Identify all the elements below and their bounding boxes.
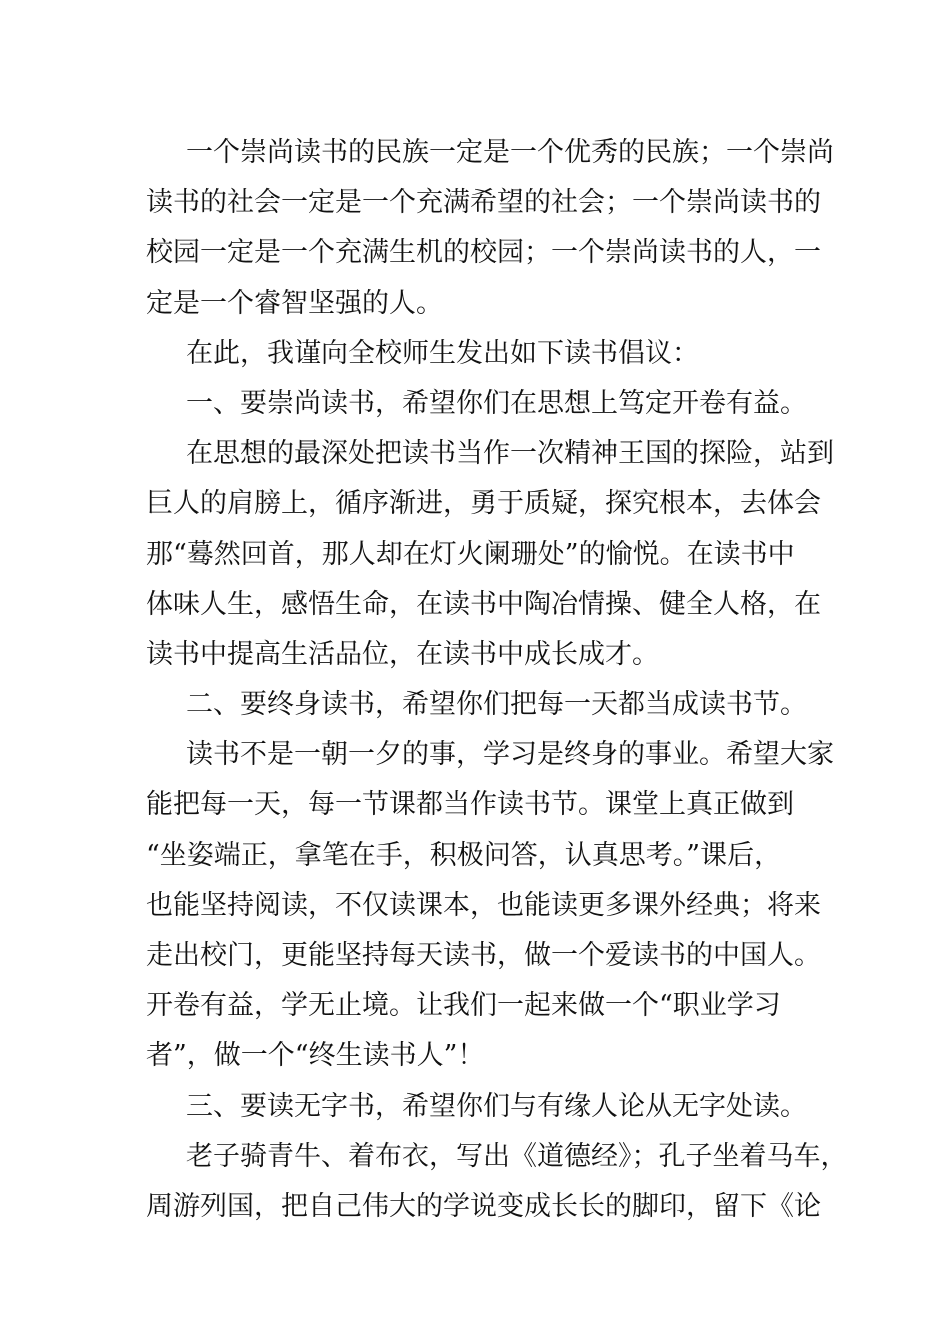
paragraph-line: 周游列国，把自己伟大的学说变成长长的脚印，留下《论 <box>146 1190 821 1222</box>
paragraph-line: 在思想的最深处把读书当作一次精神王国的探险，站到 <box>186 438 834 470</box>
paragraph-line: 开卷有益，学无止境。让我们一起来做一个“职业学习 <box>146 990 781 1022</box>
paragraph-line: 也能坚持阅读，不仅读课本，也能读更多课外经典；将来 <box>146 889 821 921</box>
paragraph-line: 走出校门，更能坚持每天读书，做一个爱读书的中国人。 <box>146 940 821 971</box>
paragraph-line: “坐姿端正，拿笔在手，积极问答，认真思考。”课后， <box>146 839 782 871</box>
paragraph-line: 那“蓦然回首，那人却在灯火阑珊处”的愉悦。在读书中 <box>146 538 795 570</box>
paragraph-line: 能把每一天，每一节课都当作读书节。课堂上真正做到 <box>146 789 794 821</box>
paragraph-line: 读书不是一朝一夕的事，学习是终身的事业。希望大家 <box>186 739 834 771</box>
paragraph-line: 定是一个睿智坚强的人。 <box>146 287 443 319</box>
paragraph-line: 一个崇尚读书的民族一定是一个优秀的民族；一个崇尚 <box>186 137 834 168</box>
paragraph-line: 读书的社会一定是一个充满希望的社会；一个崇尚读书的 <box>146 187 821 219</box>
paragraph-line: 老子骑青牛、着布衣，写出《道德经》；孔子坐着马车， <box>186 1140 848 1172</box>
document-body <box>146 128 848 1232</box>
section-heading: 三、要读无字书，希望你们与有缘人论从无字处读。 <box>186 1090 807 1122</box>
paragraph-line: 在此，我谨向全校师生发出如下读书倡议： <box>186 337 699 369</box>
paragraph-line: 读书中提高生活品位，在读书中成长成才。 <box>146 638 659 670</box>
section-heading: 一、要崇尚读书，希望你们在思想上笃定开卷有益。 <box>186 387 807 419</box>
paragraph-line: 者”，做一个“终生读书人”！ <box>146 1040 485 1072</box>
paragraph-line: 体味人生，感悟生命，在读书中陶冶情操、健全人格，在 <box>146 588 821 620</box>
paragraph-line: 校园一定是一个充满生机的校园；一个崇尚读书的人，一 <box>146 237 821 269</box>
paragraph-line: 巨人的肩膀上，循序渐进，勇于质疑，探究根本，去体会 <box>146 488 821 520</box>
section-heading: 二、要终身读书，希望你们把每一天都当成读书节。 <box>186 689 807 721</box>
